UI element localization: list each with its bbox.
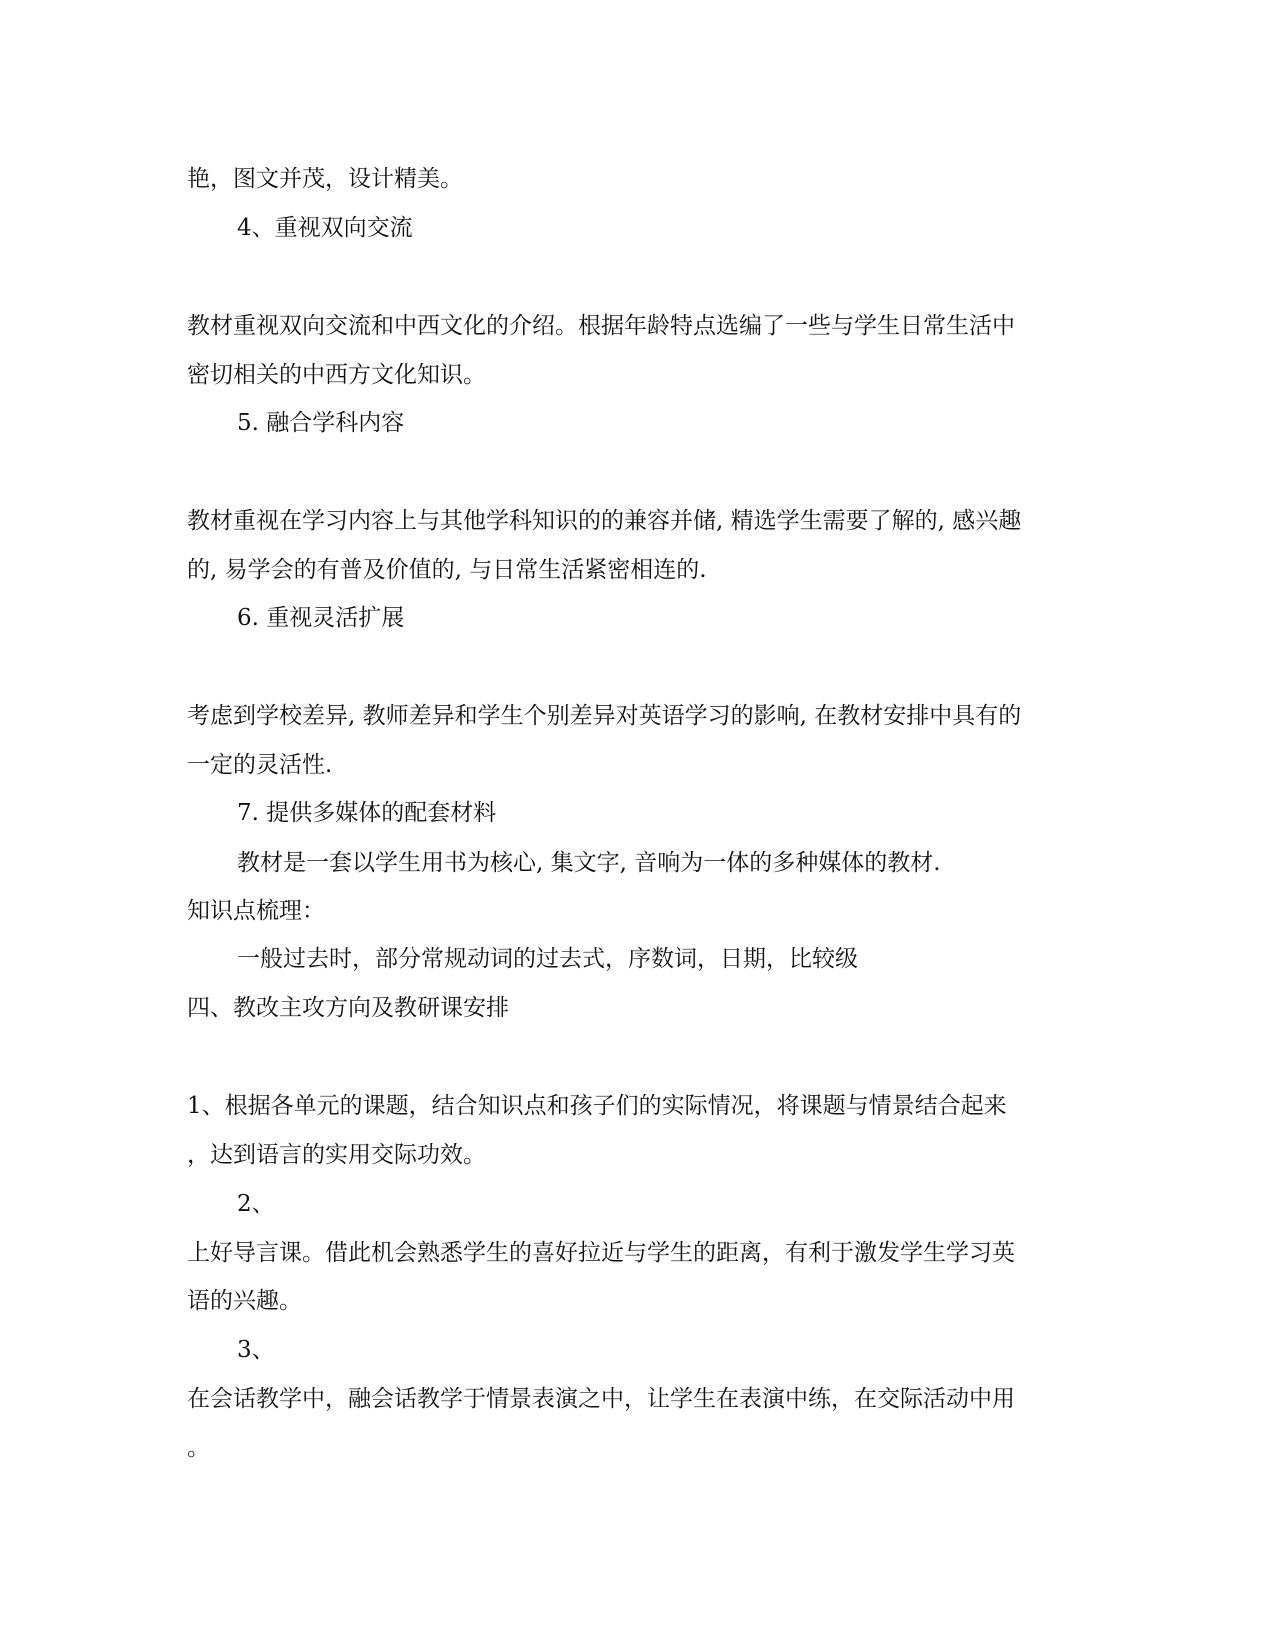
text-line: 在会话教学中，融会话教学于情景表演之中，让学生在表演中练，在交际活动中用: [187, 1386, 1015, 1412]
text-line: 一定的灵活性.: [187, 752, 333, 778]
text-line: 教材是一套以学生用书为核心, 集文字, 音响为一体的多种媒体的教材.: [237, 850, 941, 876]
text-line: 考虑到学校差异, 教师差异和学生个别差异对英语学习的影响, 在教材安排中具有的: [187, 703, 1022, 729]
section-heading: 4、重视双向交流: [237, 215, 413, 241]
text-line: 1、根据各单元的课题，结合知识点和孩子们的实际情况，将课题与情景结合起来: [187, 1093, 1007, 1119]
section-heading: 四、教改主攻方向及教研课安排: [187, 995, 509, 1021]
section-heading: 5. 融合学科内容: [237, 410, 405, 436]
text-line: 教材重视在学习内容上与其他学科知识的的兼容并储, 精选学生需要了解的, 感兴趣: [187, 508, 1022, 534]
text-line: 上好导言课。借此机会熟悉学生的喜好拉近与学生的距离，有利于激发学生学习英: [187, 1240, 1015, 1266]
text-line: 艳，图文并茂，设计精美。: [187, 166, 463, 192]
section-heading: 6. 重视灵活扩展: [237, 605, 405, 631]
list-number: 3、: [237, 1337, 275, 1363]
text-line: 知识点梳理：: [187, 898, 325, 924]
text-line: 语的兴趣。: [187, 1288, 302, 1314]
text-line: 的, 易学会的有普及价值的, 与日常生活紧密相连的.: [187, 557, 707, 583]
list-number: 2、: [237, 1191, 275, 1217]
text-line: 教材重视双向交流和中西文化的介绍。根据年龄特点选编了一些与学生日常生活中: [187, 313, 1015, 339]
text-line: 密切相关的中西方文化知识。: [187, 362, 486, 388]
section-heading: 7. 提供多媒体的配套材料: [237, 800, 497, 826]
text-line: 。: [187, 1435, 210, 1461]
text-line: 一般过去时，部分常规动词的过去式，序数词，日期，比较级: [237, 946, 858, 972]
text-line: ，达到语言的实用交际功效。: [187, 1142, 486, 1168]
